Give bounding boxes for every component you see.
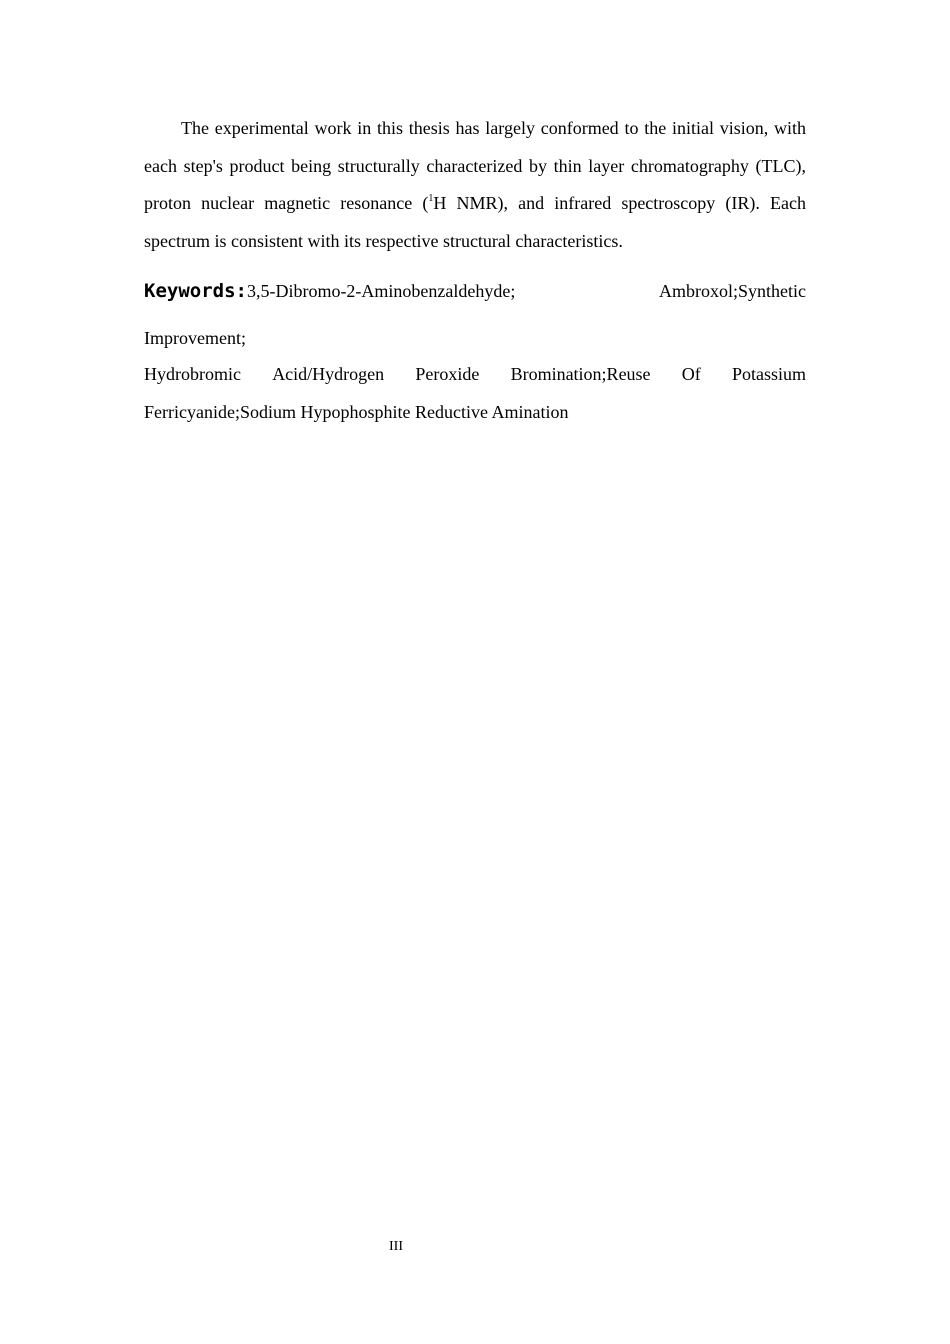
keyword-word: Potassium (731, 364, 806, 384)
keywords-line-2: Improvement; (144, 328, 246, 348)
abstract-paragraph (144, 110, 806, 260)
keywords-label: Keywords: (144, 280, 247, 302)
page-number: III (389, 1239, 403, 1254)
keyword-ambroxol-synthetic: Ambroxol;Synthetic (659, 281, 806, 301)
keyword-word: Of (681, 364, 701, 384)
keyword-word: Hydrobromic (144, 364, 241, 384)
keywords-line-1-left (144, 279, 515, 303)
superscript-one: 1 (428, 193, 434, 204)
keyword-word: Acid/Hydrogen (272, 364, 385, 384)
abstract-text-part2: H NMR), and infrared spectroscopy (IR). Each spectrum is consistent with its respective structural characteristics. (144, 193, 806, 251)
abstract-text-part1: The experimental work in this thesis has largely conformed to the initial vision, with each step's product being structurally characterized by thin layer chromatography (TLC), proton nuclear magnetic resonance ( (144, 118, 806, 213)
keyword-dibromo-aminobenzaldehyde: 3,5-Dibromo-2-Aminobenzaldehyde; (246, 281, 516, 301)
keyword-word: Peroxide (415, 364, 480, 384)
keywords-line-1 (144, 279, 806, 303)
keyword-word: Bromination;Reuse (510, 364, 651, 384)
keywords-line-3 (144, 362, 806, 386)
keywords-line-4: Ferricyanide;Sodium Hypophosphite Reductive Amination (144, 402, 569, 422)
